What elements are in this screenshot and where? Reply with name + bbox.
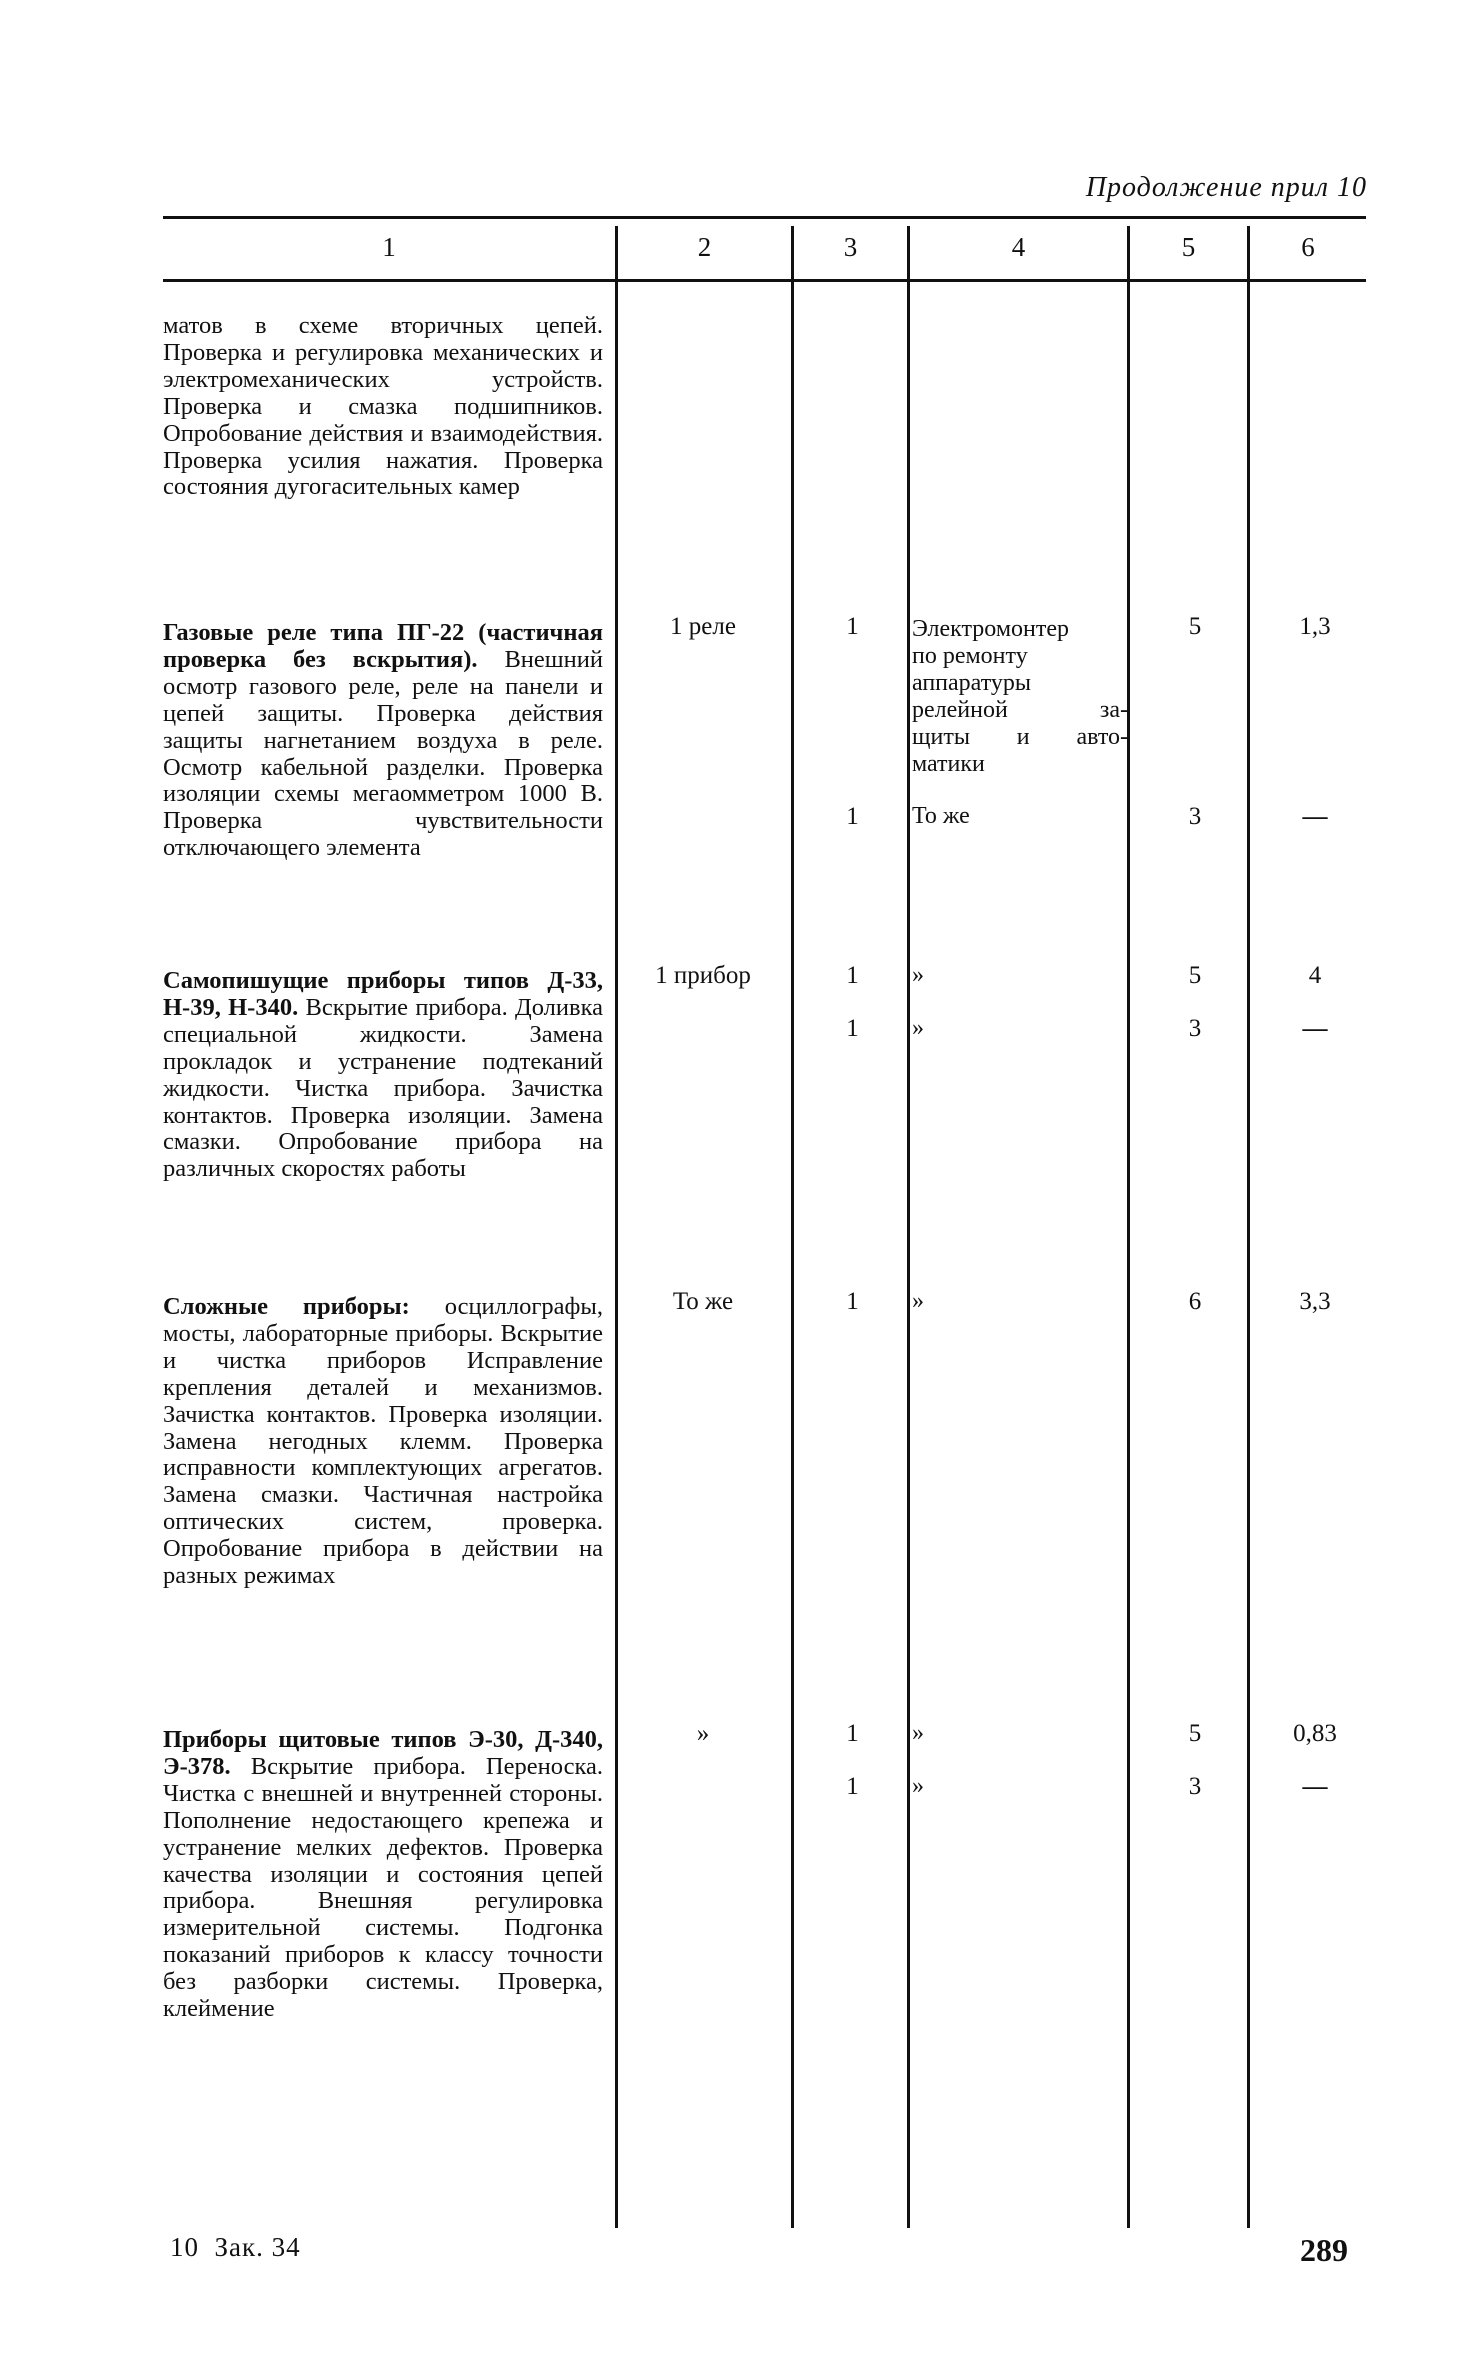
column-divider xyxy=(791,226,794,2228)
worker-line: щиты и авто- xyxy=(912,724,1128,750)
column-divider xyxy=(1127,226,1130,2228)
norm-cell: 3,3 xyxy=(1299,1288,1331,1315)
row-description xyxy=(163,1727,603,2023)
column-divider xyxy=(907,226,910,2228)
count-cell: 1 xyxy=(846,1288,859,1315)
count-cell: 1 xyxy=(846,1720,859,1747)
worker-line: матики xyxy=(912,751,985,777)
row-text: осциллографы, мосты, лабораторные приборы. Вскрытие и чистка приборов Исправление крепления деталей и механизмов. Зачистка контактов. Проверка изоляции. Замена негодных клемм. Проверка исправности комплектующих агрегатов. Замена смазки. Частичная настройка оптических систем, проверка. Опробование прибора в действии на разных режимах xyxy=(163,1293,603,1590)
row-description xyxy=(163,620,603,862)
grade-cell: 5 xyxy=(1188,613,1202,640)
page-heading: Продолжение прил 10 xyxy=(1085,172,1367,203)
worker-line: Электромонтер xyxy=(912,616,1069,642)
unit-cell: » xyxy=(696,1720,710,1747)
grade-cell: 5 xyxy=(1188,962,1202,989)
table-header-rule xyxy=(163,279,1366,282)
grade-cell: 5 xyxy=(1188,1720,1202,1747)
norm-cell: 0,83 xyxy=(1293,1720,1337,1747)
count-cell: 1 xyxy=(846,1773,859,1800)
column-number: 1 xyxy=(382,232,396,262)
row-title: Сложные приборы: xyxy=(163,1293,410,1320)
row-description xyxy=(163,968,603,1183)
unit-cell: 1 реле xyxy=(670,613,736,640)
page-number: 289 xyxy=(1300,2232,1348,2268)
row-title: Приборы щитовые типов Э-30, Д-340, Э-378. xyxy=(163,1726,603,1780)
worker-cell xyxy=(912,616,1128,778)
row-description xyxy=(163,313,603,501)
worker-cell: » xyxy=(912,1773,924,1799)
row-text: Вскрытие прибора. Переноска. Чистка с внешней и внутренней стороны. Пополнение недостающего крепежа и устранение мелких дефектов. Проверка качества изоляции и состояния цепей прибора. Внешняя регулировка измерительной системы. Подгонка показаний приборов к классу точности без разборки системы. Проверка, клеймение xyxy=(163,1752,604,2023)
norm-cell: 1,3 xyxy=(1299,613,1331,640)
grade-cell: 6 xyxy=(1188,1288,1202,1315)
worker-line: по ремонту xyxy=(912,643,1028,669)
column-divider xyxy=(615,226,618,2228)
column-number: 5 xyxy=(1181,232,1196,262)
norm-cell: — xyxy=(1302,1773,1328,1800)
unit-cell: То же xyxy=(672,1288,734,1315)
row-text: матов в схеме вторичных цепей. Проверка и регулировка механических и электромеханических устройств. Проверка и смазка подшипников. Опробование действия и взаимодействия. Проверка усилия нажатия. Проверка состояния дугогасительных камер xyxy=(163,312,603,501)
worker-cell: » xyxy=(912,1288,924,1314)
column-divider xyxy=(1247,226,1250,2228)
row-title: Самопишущие приборы типов Д-33, Н-39, Н-340. xyxy=(163,967,603,1021)
column-number: 3 xyxy=(843,232,858,262)
worker-line: релейной за- xyxy=(912,697,1128,723)
row-title: Газовые реле типа ПГ-22 (частичная проверка без вскрытия). xyxy=(163,619,603,673)
grade-cell: 3 xyxy=(1188,803,1202,830)
worker-cell: » xyxy=(912,962,924,988)
norm-cell: 4 xyxy=(1308,962,1322,989)
footer-order-mark: 10 Зак. 34 xyxy=(170,2232,301,2262)
count-cell: 1 xyxy=(846,613,859,640)
norm-cell: — xyxy=(1302,803,1328,830)
grade-cell: 3 xyxy=(1188,1015,1202,1042)
table-top-rule xyxy=(163,216,1366,219)
column-number: 4 xyxy=(1011,232,1026,262)
row-text: Внешний осмотр газового реле, реле на панели и цепей защиты. Проверка действия защиты нагнетанием воздуха в реле. Осмотр кабельной разделки. Проверка изоляции схемы мегаомметром 1000 В. Проверка чувствительности отключающего элемента xyxy=(163,645,603,862)
grade-cell: 3 xyxy=(1188,1773,1202,1800)
column-number: 2 xyxy=(697,232,712,262)
count-cell: 1 xyxy=(846,803,859,830)
row-description xyxy=(163,1294,603,1590)
worker-cell: » xyxy=(912,1720,924,1746)
column-number: 6 xyxy=(1301,232,1315,262)
unit-cell: 1 прибор xyxy=(655,962,751,989)
norm-cell: — xyxy=(1302,1015,1328,1042)
row-text: Вскрытие прибора. Доливка специальной жидкости. Замена прокладок и устранение подтеканий жидкости. Чистка прибора. Зачистка контактов. Проверка изоляции. Замена смазки. Опробование прибора на различных скоростях работы xyxy=(163,993,603,1183)
worker-cell: » xyxy=(912,1015,924,1041)
worker-line: аппаратуры xyxy=(912,670,1032,696)
count-cell: 1 xyxy=(846,962,859,989)
count-cell: 1 xyxy=(846,1015,859,1042)
worker-cell: То же xyxy=(912,803,970,829)
